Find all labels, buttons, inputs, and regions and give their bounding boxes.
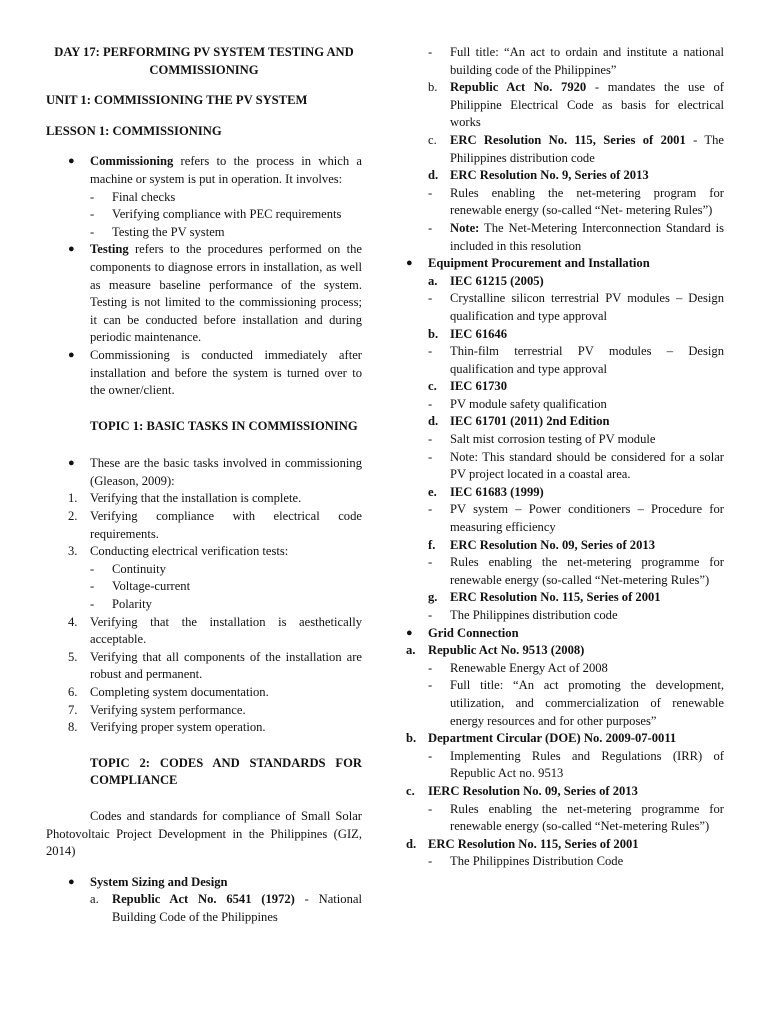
right-column [406, 44, 724, 871]
item-label: a. [406, 643, 416, 658]
item-label: b. [406, 731, 417, 746]
bullet-icon: ● [68, 875, 75, 888]
standard-item [406, 642, 724, 660]
commissioning-sublist [90, 189, 362, 242]
term-testing: Testing [90, 242, 129, 257]
list-item-text: PV module safety qualification [450, 396, 607, 411]
test-text: Continuity [112, 561, 166, 576]
dash-icon: - [90, 207, 95, 222]
item-title: IEC 61730 [450, 379, 508, 394]
dash-icon: - [428, 432, 433, 447]
dash-icon: - [428, 801, 433, 816]
task-text: Verifying that all components of the installation are robust and permanent. [90, 649, 362, 682]
list-item [428, 607, 724, 625]
list-item [428, 343, 724, 378]
list-item-text: Rules enabling the net-metering programme for renewable energy (so-called “Net-metering Rules”) [450, 801, 724, 834]
system-sizing-section [68, 874, 362, 927]
bullet-icon: ● [68, 457, 75, 470]
list-number: 1. [68, 491, 78, 506]
item-title: IEC 61646 [450, 326, 508, 341]
test-text: Polarity [112, 597, 152, 612]
equip-heading [406, 255, 724, 273]
list-item-text: Renewable Energy Act of 2008 [450, 660, 608, 675]
list-number: 2. [68, 509, 78, 524]
list-item-text: Full title: “An act promoting the development, utilization, and commercialization of renewable energy resources and for other purposes” [450, 678, 724, 728]
standard-item [428, 273, 724, 291]
item-label: a. [428, 273, 438, 288]
list-item [68, 614, 362, 649]
item-d [428, 167, 724, 185]
standard-item [428, 378, 724, 396]
item-title: Republic Act No. 6541 (1972) [112, 892, 295, 907]
dash-icon: - [428, 291, 433, 306]
dash-icon: - [428, 45, 433, 59]
task-text: Verifying that the installation is complete. [90, 491, 302, 506]
list-item-text: The Philippines Distribution Code [450, 854, 624, 869]
list-item [68, 490, 362, 508]
item-text: - National Building Code of the Philippines [112, 892, 362, 924]
item-title: ERC Resolution No. 115, Series of 2001 [450, 590, 661, 605]
list-item [68, 684, 362, 702]
list-item [68, 719, 362, 737]
list-number: 4. [68, 614, 78, 629]
item-title: IEC 61701 (2011) 2nd Edition [450, 414, 610, 429]
item-title: Department Circular (DOE) No. 2009-07-0011 [428, 731, 677, 746]
standard-item [428, 413, 724, 431]
test-text: Voltage-current [112, 579, 191, 594]
dash-icon: - [428, 344, 433, 359]
standard-item [406, 730, 724, 748]
dash-icon: - [428, 502, 433, 517]
list-item [90, 206, 362, 224]
standard-item [406, 836, 724, 854]
bullet-commissioning [68, 153, 362, 188]
list-item [428, 290, 724, 325]
bullet-testing [68, 241, 362, 347]
item-title: ERC Resolution No. 115, Series of 2001 [450, 132, 686, 147]
note-text: The Net-Metering Interconnection Standard is included in this resolution [450, 220, 724, 253]
sizing-heading-text: System Sizing and Design [90, 874, 228, 889]
note-label: Note: [450, 220, 480, 235]
topic2-heading: TOPIC 2: CODES AND STANDARDS FOR COMPLIANCE [90, 755, 362, 788]
commissioning-definition: refers to the process in which a machine or system is put in operation. It involves: [90, 154, 362, 186]
item-label: b. [428, 80, 438, 95]
task-text: Conducting electrical verification tests: [90, 544, 289, 559]
dash-icon: - [428, 449, 433, 464]
list-item [68, 649, 362, 684]
list-item-text: Thin-film terrestrial PV modules – Design qualification and type approval [450, 344, 724, 376]
list-item [428, 660, 724, 678]
list-item [428, 853, 724, 871]
list-item-text: Rules enabling the net-metering program for renewable energy (so-called “Net- metering Rules”) [450, 185, 724, 218]
bullet-icon: ● [68, 348, 75, 361]
list-item-text: Salt mist corrosion testing of PV module [450, 432, 656, 447]
item-title: ERC Resolution No. 09, Series of 2013 [450, 537, 655, 552]
item-label: c. [428, 379, 437, 394]
equip-list [428, 273, 724, 625]
bullet-commissioning-timing [68, 347, 362, 400]
list-item [68, 508, 362, 543]
item-title: Republic Act No. 9513 (2008) [428, 643, 585, 658]
topic1-intro-text: These are the basic tasks involved in commissioning (Gleason, 2009): [90, 456, 362, 488]
list-number: 6. [68, 685, 78, 699]
dash-icon: - [90, 224, 95, 239]
list-item [90, 578, 362, 596]
bullet-text: Commissioning is conducted immediately after installation and before the system is turned over to the owner/client. [90, 347, 362, 398]
unit-heading: UNIT 1: COMMISSIONING THE PV SYSTEM [46, 93, 308, 108]
dash-icon: - [428, 608, 433, 622]
dash-icon: - [428, 678, 433, 693]
full-title-item [428, 44, 724, 79]
item-b [428, 79, 724, 132]
list-item-text: Final checks [112, 189, 176, 204]
standard-item [406, 783, 724, 801]
bullet-icon: ● [406, 626, 413, 639]
list-number: 5. [68, 649, 78, 664]
item-label: f. [428, 537, 436, 552]
list-item-text: Implementing Rules and Regulations (IRR) of Republic Act no. 9513 [450, 748, 724, 781]
list-number: 8. [68, 720, 78, 735]
list-item [428, 431, 724, 449]
list-item [428, 501, 724, 536]
list-item [428, 185, 724, 220]
task-text: Verifying compliance with electrical code requirements. [90, 509, 362, 541]
list-item [428, 449, 724, 484]
item-title: ERC Resolution No. 9, Series of 2013 [450, 168, 649, 183]
grid-list [406, 642, 724, 871]
testing-definition: refers to the procedures performed on the components to diagnose errors in installation, as well as measure baseline performance of the system. Testing is not limited to the commissioning process; it can be conducted before installation and during periodic maintenance. [90, 242, 362, 345]
item-title: IEC 61215 (2005) [450, 273, 544, 288]
list-item-text: Verifying compliance with PEC requirements [112, 207, 342, 222]
list-number: 7. [68, 702, 78, 717]
dash-icon: - [428, 220, 433, 235]
item-c [428, 132, 724, 167]
day-title: DAY 17: PERFORMING PV SYSTEM TESTING AND COMMISSIONING [54, 45, 354, 77]
list-item [90, 189, 362, 207]
task-text: Verifying system performance. [90, 702, 246, 717]
item-title: Republic Act No. 7920 [450, 80, 587, 95]
task-text: Completing system documentation. [90, 685, 269, 699]
list-item-text: Rules enabling the net-metering programme for renewable energy (so-called “Net-metering Rules”) [450, 555, 724, 587]
dash-icon: - [90, 189, 95, 204]
dash-icon: - [428, 185, 433, 200]
bullet-icon: ● [68, 155, 75, 168]
item-title: ERC Resolution No. 115, Series of 2001 [428, 836, 639, 851]
dash-icon: - [90, 561, 95, 576]
list-item-text: Full title: “An act to ordain and institute a national building code of the Philippines” [450, 45, 724, 77]
dash-icon: - [428, 854, 433, 869]
item-title: IERC Resolution No. 09, Series of 2013 [428, 783, 638, 798]
list-item [428, 677, 724, 730]
topic1-heading: TOPIC 1: BASIC TASKS IN COMMISSIONING [90, 418, 358, 433]
dash-icon: - [428, 396, 433, 411]
standard-item [428, 589, 724, 607]
item-label: a. [90, 892, 99, 907]
list-item [428, 801, 724, 836]
dash-icon: - [428, 748, 433, 763]
task-text: Verifying that the installation is aesthetically acceptable. [90, 614, 362, 647]
item-label: b. [428, 326, 439, 341]
grid-heading [406, 625, 724, 643]
dash-icon: - [428, 660, 433, 675]
item-label: c. [406, 783, 415, 798]
item-label: d. [428, 168, 439, 183]
dash-icon: - [428, 555, 433, 570]
list-item [90, 561, 362, 579]
term-commissioning: Commissioning [90, 154, 174, 169]
left-column [46, 42, 362, 927]
list-item-text: Testing the PV system [112, 224, 225, 239]
topic2-intro: Codes and standards for compliance of Small Solar Photovoltaic Project Development in the Philippines (GIZ, 2014) [46, 808, 362, 859]
bullet-icon: ● [406, 257, 413, 270]
list-item-text: PV system – Power conditioners – Procedure for measuring efficiency [450, 502, 724, 535]
commissioning-bullets [68, 153, 362, 490]
tests-sublist [90, 561, 362, 614]
standard-item [428, 484, 724, 502]
list-item [90, 596, 362, 614]
item-label: e. [428, 484, 437, 499]
item-text: - mandates the use of Philippine Electrical Code as basis for electrical works [450, 80, 724, 130]
list-item [428, 220, 724, 255]
tasks-list [68, 490, 362, 790]
list-item [68, 543, 362, 561]
task-text: Verifying proper system operation. [90, 720, 266, 735]
topic1-intro [68, 455, 362, 490]
sizing-heading [68, 874, 362, 892]
dash-icon: - [90, 579, 95, 594]
sizing-item-a [90, 891, 362, 926]
bullet-icon: ● [68, 243, 75, 256]
list-item-text: Crystalline silicon terrestrial PV modules – Design qualification and type approval [450, 291, 724, 323]
list-item-text: The Philippines distribution code [450, 608, 618, 622]
standard-item [428, 326, 724, 344]
dash-icon: - [90, 597, 95, 612]
list-item [428, 554, 724, 589]
list-item [68, 702, 362, 720]
item-title: IEC 61683 (1999) [450, 484, 544, 499]
list-item [90, 224, 362, 242]
list-item [428, 396, 724, 414]
grid-heading-text: Grid Connection [428, 625, 519, 640]
list-number: 3. [68, 544, 78, 559]
item-label: c. [428, 132, 437, 147]
item-label: d. [428, 414, 439, 429]
equip-heading-text: Equipment Procurement and Installation [428, 256, 650, 271]
item-label: g. [428, 590, 438, 605]
lesson-heading: LESSON 1: COMMISSIONING [46, 123, 222, 138]
item-label: d. [406, 836, 417, 851]
item-text: - The Philippines distribution code [450, 132, 724, 165]
list-item [428, 748, 724, 783]
list-item-text: Note: This standard should be considered for a solar PV project located in a coastal area. [450, 449, 724, 482]
standard-item [428, 537, 724, 555]
